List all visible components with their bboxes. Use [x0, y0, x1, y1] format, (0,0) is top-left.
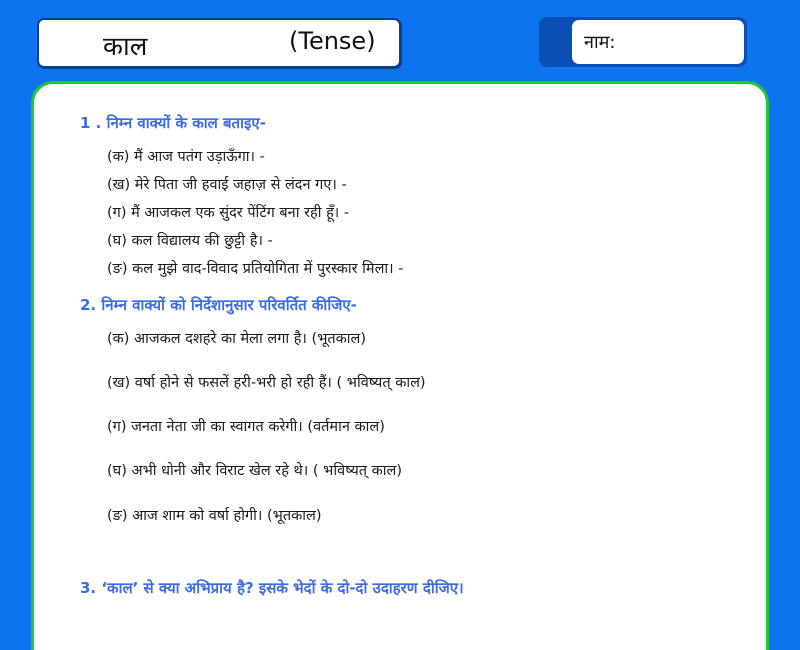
title-hindi: काल: [103, 32, 148, 62]
question-1-item-gha: (घ) कल विद्यालय की छुट्टी है। -: [107, 233, 273, 249]
question-2-item-ga: (ग) जनता नेता जी का स्वागत करेगी। (वर्तमान काल): [107, 419, 385, 435]
question-2-heading: 2. निम्न वाक्यों को निर्देशानुसार परिवर्तित कीजिए-: [80, 296, 357, 314]
question-2-item-kha: (ख) वर्षा होने से फसलें हरी-भरी हो रही हैं। ( भविष्यत् काल): [107, 375, 426, 391]
question-1-item-nga: (ङ) कल मुझे वाद-विवाद प्रतियोगिता में पुरस्कार मिला। -: [107, 261, 404, 277]
worksheet-panel: [31, 81, 769, 650]
question-1-item-kha: (ख) मेरे पिता जी हवाई जहाज़ से लंदन गए। -: [107, 177, 347, 193]
question-1-item-ga: (ग) मैं आजकल एक सुंदर पेंटिंग बना रही हूँ। -: [107, 205, 350, 221]
name-label: नाम:: [584, 32, 616, 53]
name-box: [539, 17, 747, 67]
question-3-heading: 3. ‘काल’ से क्या अभिप्राय है? इसके भेदों के दो-दो उदाहरण दीजिए।: [80, 579, 464, 597]
title-english: (Tense): [289, 27, 376, 55]
question-1-heading: 1 . निम्न वाक्यों के काल बताइए-: [80, 114, 266, 132]
title-box: [37, 18, 401, 68]
question-2-item-nga: (ङ) आज शाम को वर्षा होगी। (भूतकाल): [107, 508, 322, 524]
question-2-item-gha: (घ) अभी धोनी और विराट खेल रहे थे। ( भविष्यत् काल): [107, 463, 403, 479]
question-2-item-ka: (क) आजकल दशहरे का मेला लगा है। (भूतकाल): [107, 331, 367, 347]
name-field[interactable]: [572, 20, 744, 64]
question-1-item-ka: (क) मैं आज पतंग उड़ाऊँगा। -: [107, 149, 265, 165]
